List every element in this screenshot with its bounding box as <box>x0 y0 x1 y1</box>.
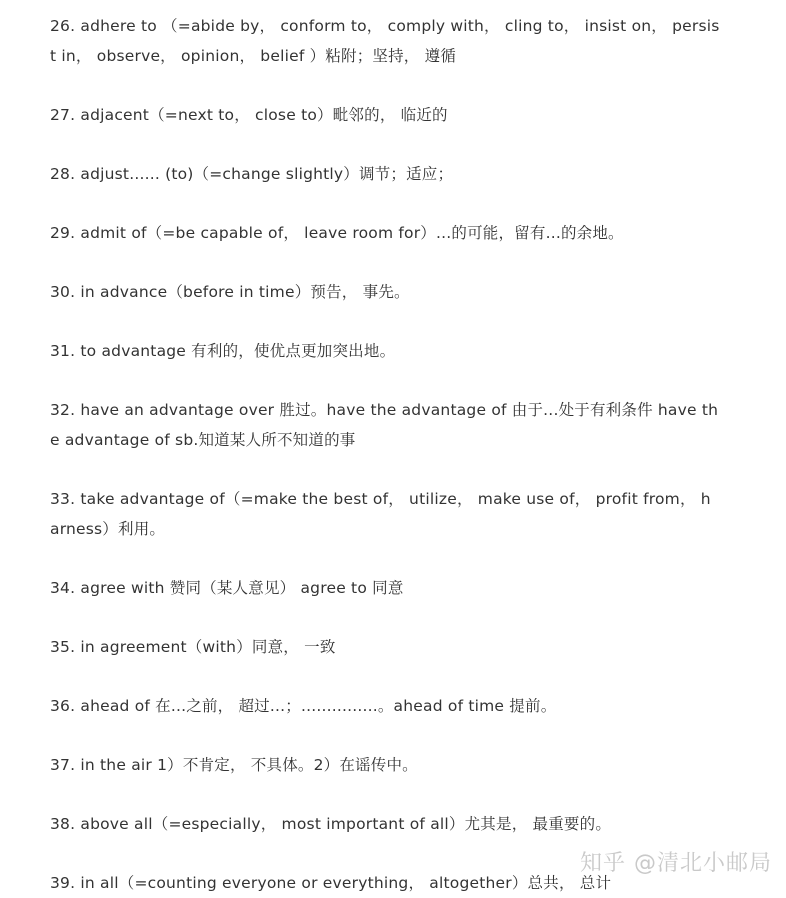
entry-36: 36. ahead of 在...之前， 超过...；...............。ahead of time 提前。 <box>50 697 557 715</box>
entry-39: 39. in all（=counting everyone or everything， altogether）总共， 总计 <box>50 874 612 892</box>
entry-26: 26. adhere to （=abide by， conform to， comply with， cling to， insist on， persist in， observe， opinion， belief ）粘附；坚持， 遵循 <box>50 17 720 65</box>
entry-34: 34. agree with 赞同（某人意见） agree to 同意 <box>50 579 404 597</box>
entry-31: 31. to advantage 有利的，使优点更加突出地。 <box>50 342 396 360</box>
entry-37: 37. in the air 1）不肯定， 不具体。2）在谣传中。 <box>50 756 418 774</box>
entry-29: 29. admit of（=be capable of， leave room for）...的可能，留有...的余地。 <box>50 224 624 242</box>
entry-32: 32. have an advantage over 胜过。have the advantage of 由于...处于有利条件 have the advantage of sb.知道某人所不知道的事 <box>50 401 719 449</box>
entry-38: 38. above all（=especially， most important of all）尤其是， 最重要的。 <box>50 815 612 833</box>
entry-28: 28. adjust...... (to)（=change slightly）调节；适应； <box>50 165 454 183</box>
zhihu-watermark: 知乎 @清北小邮局 <box>580 851 772 876</box>
entry-27: 27. adjacent（=next to， close to）毗邻的， 临近的 <box>50 106 448 124</box>
entry-33: 33. take advantage of（=make the best of， utilize， make use of， profit from， harness）利用。 <box>50 490 711 538</box>
entry-30: 30. in advance（before in time）预告， 事先。 <box>50 283 410 301</box>
entry-35: 35. in agreement（with）同意， 一致 <box>50 638 336 656</box>
